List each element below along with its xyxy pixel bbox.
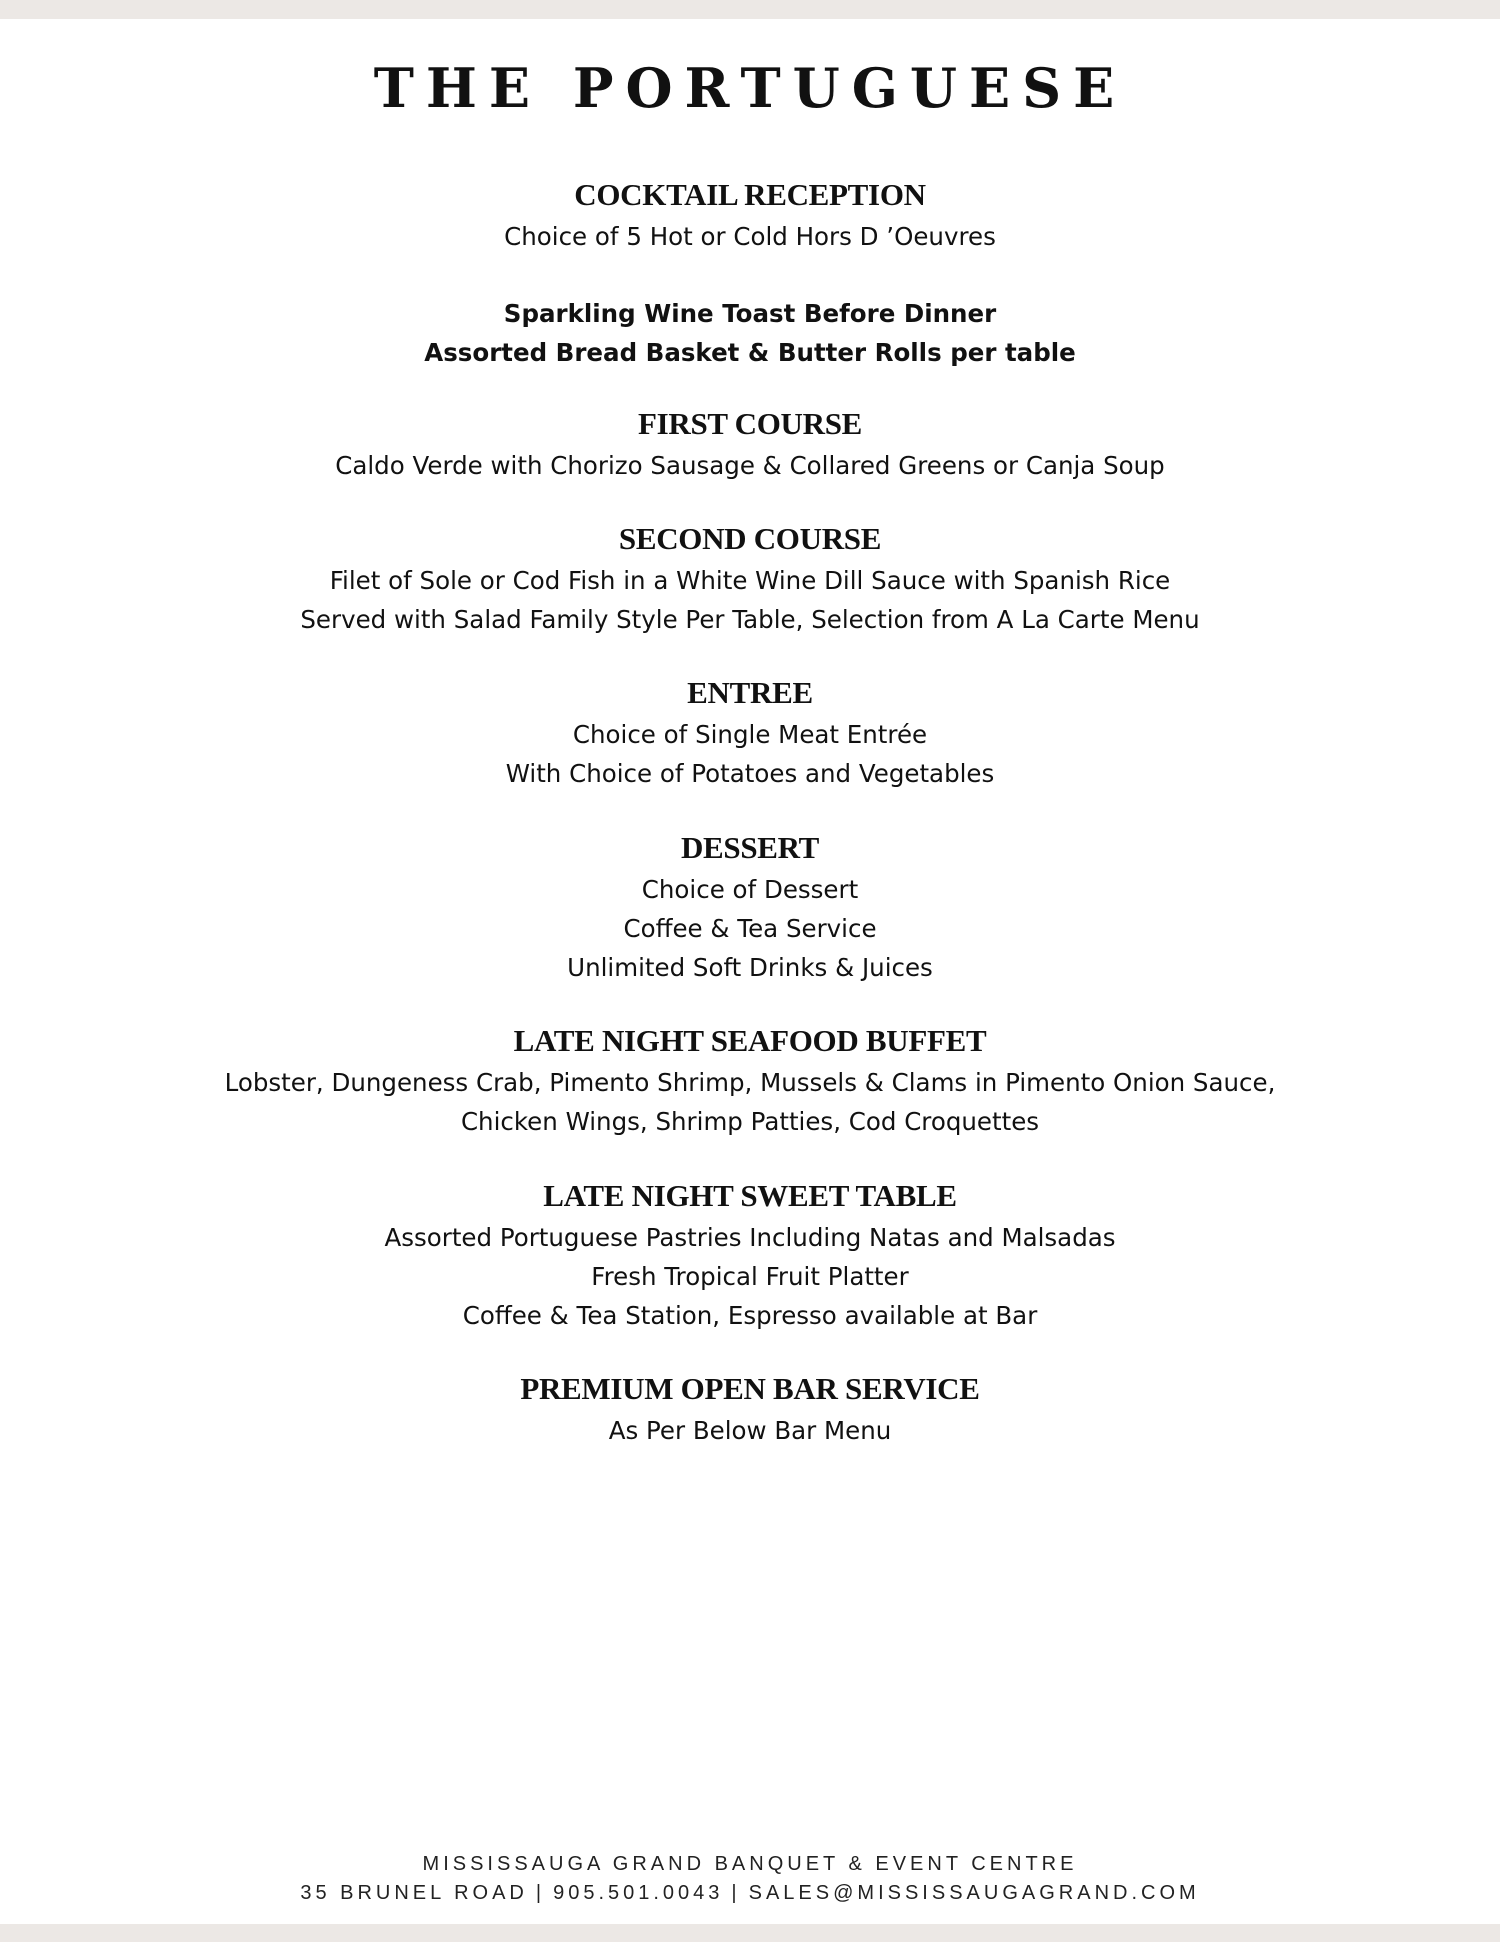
menu-page <box>0 19 1500 1924</box>
footer-address: 35 BRUNEL ROAD <box>300 1882 528 1904</box>
section-late-night-seafood-buffet <box>0 1022 1500 1141</box>
footer-email: SALES@MISSISSAUGAGRAND.COM <box>748 1882 1200 1904</box>
menu-line: Coffee & Tea Service <box>623 914 877 943</box>
menu-line: Lobster, Dungeness Crab, Pimento Shrimp, Mussels & Clams in Pimento Onion Sauce, <box>224 1068 1276 1097</box>
menu-line: Caldo Verde with Chorizo Sausage & Collared Greens or Canja Soup <box>335 451 1165 480</box>
menu-line: Served with Salad Family Style Per Table, Selection from A La Carte Menu <box>300 605 1200 634</box>
section-second-course <box>0 520 1500 639</box>
menu-line: With Choice of Potatoes and Vegetables <box>505 759 995 788</box>
section-extras <box>0 294 1500 372</box>
footer-separator: | <box>535 1882 546 1904</box>
section-heading: ENTREE <box>687 675 813 710</box>
section-heading: DESSERT <box>680 830 820 865</box>
menu-line: Filet of Sole or Cod Fish in a White Wine Dill Sauce with Spanish Rice <box>329 566 1171 595</box>
menu-title: THE PORTUGUESE <box>373 56 1127 120</box>
footer-separator: | <box>731 1882 741 1904</box>
section-premium-open-bar <box>0 1370 1500 1450</box>
footer-phone: 905.501.0043 <box>553 1882 724 1904</box>
section-heading: FIRST COURSE <box>637 406 863 441</box>
section-heading: COCKTAIL RECEPTION <box>574 177 926 212</box>
footer-contact-line <box>0 1879 1500 1908</box>
section-cocktail-reception <box>0 176 1500 256</box>
menu-line: Assorted Portuguese Pastries Including Natas and Malsadas <box>384 1223 1116 1252</box>
section-heading: LATE NIGHT SWEET TABLE <box>543 1178 957 1213</box>
menu-line: Choice of Single Meat Entrée <box>572 720 928 749</box>
menu-line: Fresh Tropical Fruit Platter <box>591 1262 909 1291</box>
menu-line: Coffee & Tea Station, Espresso available at Bar <box>462 1301 1038 1330</box>
menu-line: Choice of 5 Hot or Cold Hors D ’Oeuvres <box>504 222 996 251</box>
footer <box>0 1850 1500 1908</box>
section-heading: PREMIUM OPEN BAR SERVICE <box>520 1371 980 1406</box>
menu-line: Assorted Bread Basket & Butter Rolls per table <box>424 338 1076 367</box>
section-heading: SECOND COURSE <box>618 521 882 556</box>
menu-line: As Per Below Bar Menu <box>608 1416 892 1445</box>
menu-line: Sparkling Wine Toast Before Dinner <box>503 299 997 328</box>
menu-line: Chicken Wings, Shrimp Patties, Cod Croquettes <box>460 1107 1040 1136</box>
section-first-course <box>0 405 1500 485</box>
section-entree <box>0 674 1500 793</box>
section-dessert <box>0 829 1500 987</box>
section-heading: LATE NIGHT SEAFOOD BUFFET <box>513 1023 987 1058</box>
menu-line: Unlimited Soft Drinks & Juices <box>567 953 933 982</box>
section-late-night-sweet-table <box>0 1177 1500 1335</box>
footer-venue-name: MISSISSAUGA GRAND BANQUET & EVENT CENTRE <box>422 1853 1078 1875</box>
menu-line: Choice of Dessert <box>641 875 859 904</box>
